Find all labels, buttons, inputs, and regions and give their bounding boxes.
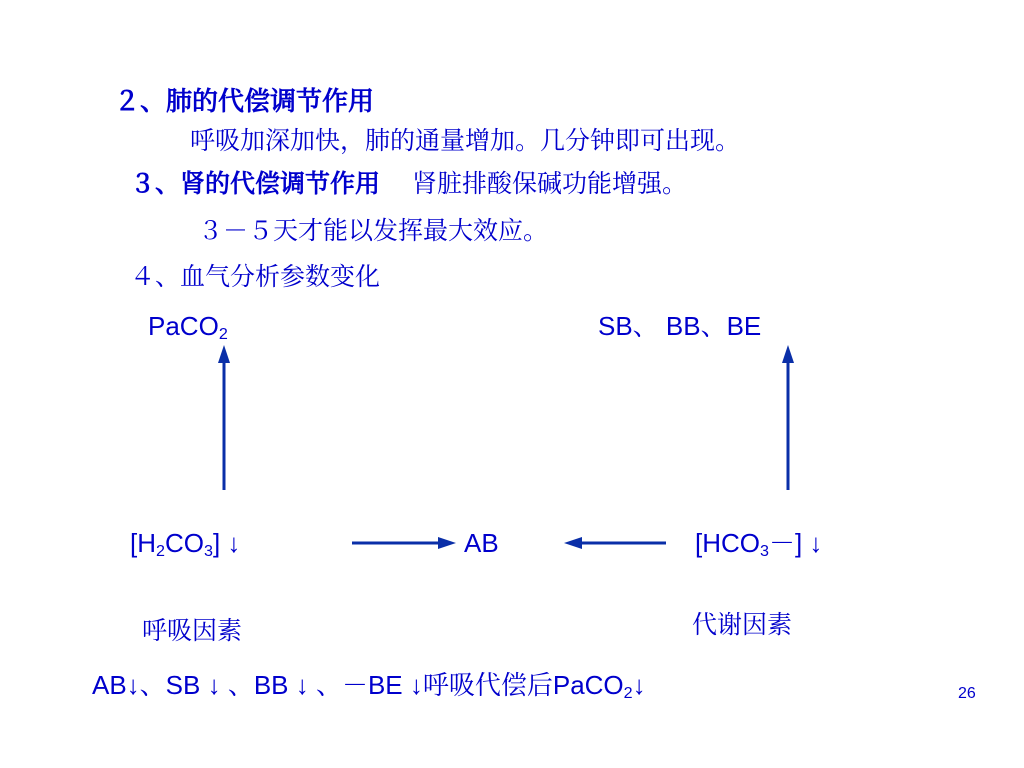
heading-kidney-compensation: ３、肾的代偿调节作用 xyxy=(130,169,381,198)
paco2-label: PaCO$_2$ xyxy=(148,311,228,344)
right-arrow-head-icon xyxy=(438,537,456,549)
hco3-label: $[HCO_3-]$ ↓ xyxy=(695,528,823,561)
kidney-compensation-text: 肾脏排酸保碱功能增强。 xyxy=(412,169,688,198)
max-effect-text: ３－５天才能以发挥最大效应。 xyxy=(198,216,549,245)
metabolic-factor-label: 代谢因素 xyxy=(692,610,793,639)
ab-label: AB xyxy=(464,528,499,558)
up-arrow-left-head-icon xyxy=(218,345,230,363)
sb-bb-be-label: SB、 BB、BE xyxy=(598,311,762,341)
up-arrow-right-head-icon xyxy=(782,345,794,363)
heading-blood-gas: ４、血气分析参数变化 xyxy=(130,262,381,291)
bottom-summary: AB↓、SB ↓ 、BB ↓ 、－BE ↓呼吸代偿后PaCO$_2$↓ xyxy=(92,670,646,703)
left-arrow-head-icon xyxy=(564,537,582,549)
heading-lung-compensation: ２、肺的代偿调节作用 xyxy=(114,87,375,117)
lung-compensation-text: 呼吸加深加快，肺的通量增加。几分钟即可出现。 xyxy=(190,126,741,155)
h2co3-label: $[H_2CO_3]$ ↓ xyxy=(130,528,241,561)
page-number: 26 xyxy=(958,685,976,702)
respiratory-factor-label: 呼吸因素 xyxy=(142,616,243,645)
